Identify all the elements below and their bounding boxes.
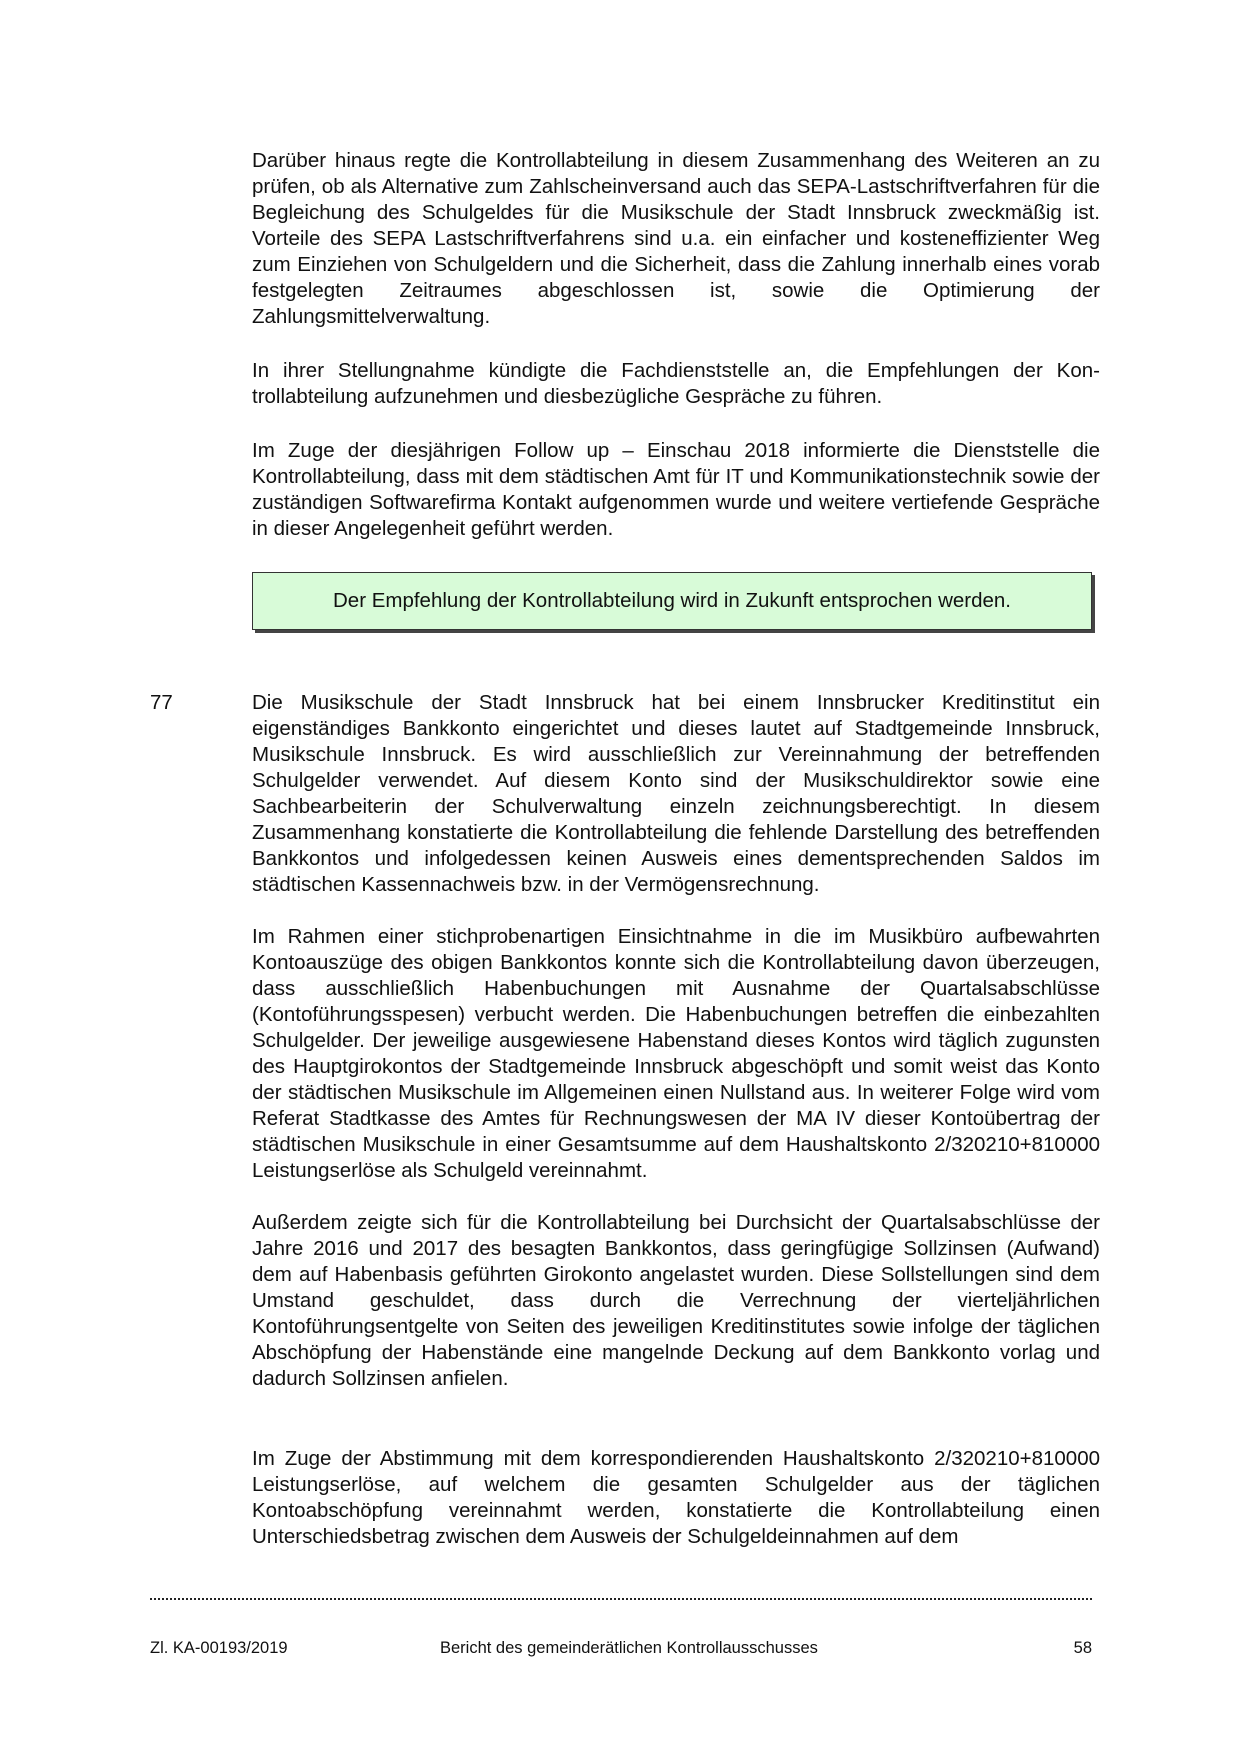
body-paragraph-77: Die Musikschule der Stadt Innsbruck hat bei einem Innsbrucker Kreditinstitut ein eigenständiges Bankkonto eingerichtet und dieses lautet auf Stadtgemeinde Innsbruck, Musikschule Innsbruck. Es wird ausschließlich zur Vereinnahmung der betreffenden Schulgelder verwendet. Auf diesem Konto sind der Musikschuldirektor sowie eine Sachbearbeiterin der Schulverwaltung einzeln zeichnungsberechtigt. In diesem Zusammenhang konstatierte die Kontrollabteilung die fehlende Darstellung des betreffenden Bankkontos und infolgedessen keinen Ausweis eines dementsprechenden Saldos im städtischen Kassennachweis bzw. in der Vermögensrechnung. bbox=[252, 691, 1100, 896]
body-paragraph-follow-up: Im Zuge der diesjährigen Follow up – Einschau 2018 informierte die Dienststelle die Kontrollabteilung, dass mit dem städtischen Amt für IT und Kommunikationstechnik sowie der zuständigen Softwarefirma Kontakt aufgenommen wurde und weitere vertiefende Gespräche in dieser Angelegenheit geführt werden. bbox=[252, 439, 1100, 540]
body-paragraph-sepa: Darüber hinaus regte die Kontrollabteilung in diesem Zusammenhang des Weiteren an zu prüfen, ob als Alternative zum Zahlscheinversand auch das SEPA-Lastschriftverfahren für die Begleichung des Schulgeldes für die Musikschule der Stadt Innsbruck zweckmäßig ist. Vorteile des SEPA Lastschriftverfahrens sind u.a. ein einfacher und kosteneffizienter Weg zum Einziehen von Schulgeldern und die Sicherheit, dass die Zahlung innerhalb eines vorab festgelegten Zeitraumes abgeschlossen ist, sowie die Optimierung der Zahlungsmittelverwaltung. bbox=[252, 149, 1100, 328]
footer-title: Bericht des gemeinderätlichen Kontrollausschusses bbox=[440, 1639, 818, 1657]
footer-reference: Zl. KA-00193/2019 bbox=[150, 1639, 288, 1657]
paragraph-number: 77 bbox=[150, 691, 173, 714]
body-paragraph-account-statements: Im Rahmen einer stichprobenartigen Einsichtnahme in die im Musikbüro aufbewahrten Kontoauszüge des obigen Bankkontos konnte sich die Kontrollabteilung davon überzeugen, dass ausschließlich Habenbuchungen mit Ausnahme der Quartalsabschlüsse (Kontoführungsspesen) verbucht werden. Die Habenbuchungen betreffen die einbezahlten Schulgelder. Der jeweilige ausgewiesene Habenstand dieses Kontos wird täglich zugunsten des Hauptgirokontos der Stadtgemeinde Innsbruck abgeschöpft und somit weist das Konto der städtischen Musikschule im Allgemeinen einen Nullstand aus. In weiterer Folge wird vom Referat Stadtkasse des Amtes für Rechnungswesen der MA IV dieser Kontoübertrag der städtischen Musikschule in einer Gesamtsumme auf dem Haushaltskonto 2/320210+810000 Leistungserlöse als Schulgeld vereinnahmt. bbox=[252, 925, 1100, 1182]
conclusion-text: Der Empfehlung der Kontrollabteilung wird in Zukunft entsprochen werden. bbox=[332, 589, 1012, 612]
page-number: 58 bbox=[1073, 1639, 1092, 1657]
body-paragraph-reconciliation: Im Zuge der Abstimmung mit dem korrespondierenden Haushaltskonto 2/320210+810000 Leistungserlöse, auf welchem die gesamten Schulgelder aus der täglichen Kontoabschöpfung vereinnahmt werden, konstatierte die Kontrollabteilung einen Unterschiedsbetrag zwischen dem Ausweis der Schulgeldeinnahmen auf dem bbox=[252, 1447, 1100, 1548]
body-paragraph-debit-interest: Außerdem zeigte sich für die Kontrollabteilung bei Durchsicht der Quartalsabschlüsse der Jahre 2016 und 2017 des besagten Bankkontos, dass geringfügige Sollzinsen (Aufwand) dem auf Habenbasis geführten Girokonto angelastet wurden. Diese Sollstellungen sind dem Umstand geschuldet, dass durch die Verrechnung der vierteljährlichen Kontoführungsentgelte von Seiten des jeweiligen Kreditinstitutes sowie infolge der täglichen Abschöpfung der Habenstände eine mangelnde Deckung auf dem Bankkonto vorlag und dadurch Sollzinsen anfielen. bbox=[252, 1211, 1100, 1390]
conclusion-box bbox=[252, 572, 1092, 630]
footer-divider bbox=[150, 1598, 1092, 1600]
body-paragraph-statement: In ihrer Stellungnahme kündigte die Fachdienststelle an, die Empfehlungen der Kontrollabteilung aufzunehmen und diesbezügliche Gespräche zu führen. bbox=[252, 359, 1100, 408]
